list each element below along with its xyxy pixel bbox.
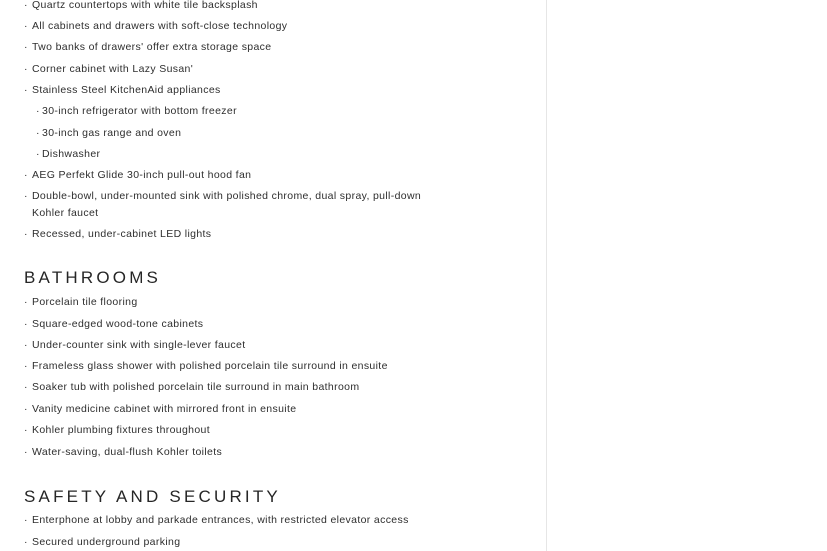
list-item: · Recessed, under-cabinet LED lights xyxy=(24,228,212,240)
list-item: · Stainless Steel KitchenAid appliances xyxy=(24,84,221,96)
sub-list-item: · 30-inch refrigerator with bottom freezer xyxy=(36,105,237,117)
list-item: · Under-counter sink with single-lever faucet xyxy=(24,339,246,351)
list-item: · Enterphone at lobby and parkade entrances, with restricted elevator access xyxy=(24,514,409,526)
list-item: · Kohler plumbing fixtures throughout xyxy=(24,424,211,436)
list-item: · Secured underground parking xyxy=(24,536,181,548)
sub-list-item: · 30-inch gas range and oven xyxy=(36,127,182,139)
sub-list-item: · Dishwasher xyxy=(36,148,101,160)
list-item: · Vanity medicine cabinet with mirrored front in ensuite xyxy=(24,403,297,415)
list-item: · Frameless glass shower with polished porcelain tile surround in ensuite xyxy=(24,360,388,372)
list-item: · Double-bowl, under-mounted sink with polished chrome, dual spray, pull-down xyxy=(24,190,422,202)
list-item: · Corner cabinet with Lazy Susan' xyxy=(24,63,194,75)
list-item: · Soaker tub with polished porcelain tile surround in main bathroom xyxy=(24,381,360,393)
list-item: · Porcelain tile flooring xyxy=(24,296,138,308)
list-item: · All cabinets and drawers with soft-close technology xyxy=(24,20,288,32)
list-item: · Two banks of drawers' offer extra storage space xyxy=(24,41,272,53)
list-item: · Water-saving, dual-flush Kohler toilets xyxy=(24,446,223,458)
list-item-continuation: Kohler faucet xyxy=(32,207,99,219)
list-item: · Quartz countertops with white tile backsplash xyxy=(24,0,258,11)
column-divider xyxy=(546,0,547,551)
list-item: · Square-edged wood-tone cabinets xyxy=(24,318,204,330)
list-item: · AEG Perfekt Glide 30-inch pull-out hood fan xyxy=(24,169,252,181)
section-heading-safety: SAFETY AND SECURITY xyxy=(24,487,281,506)
section-heading-bathrooms: BATHROOMS xyxy=(24,268,162,287)
